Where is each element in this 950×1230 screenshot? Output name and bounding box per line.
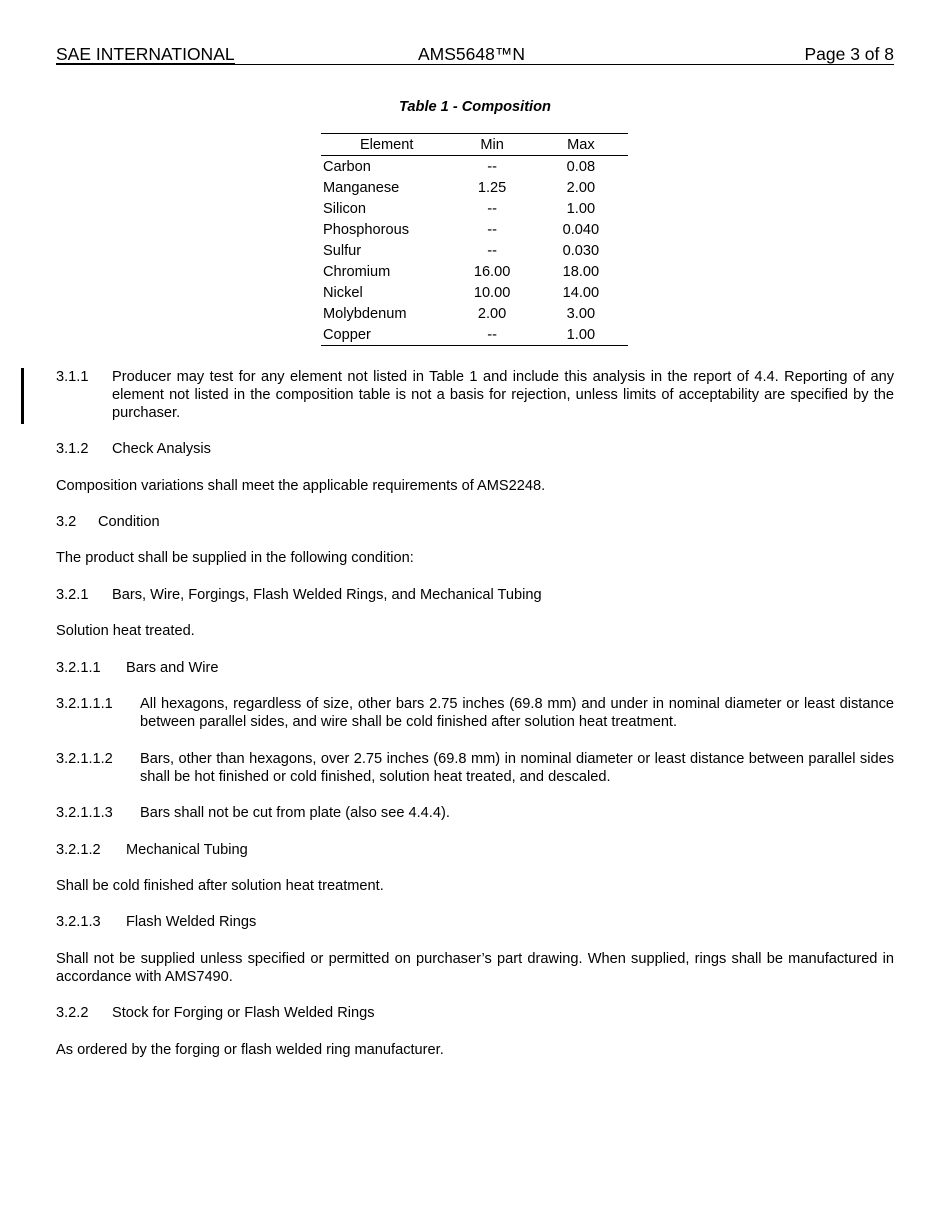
section-title: Stock for Forging or Flash Welded Rings: [112, 1005, 375, 1021]
section-3-2-1-1-heading: [56, 659, 894, 677]
section-text: Bars, other than hexagons, over 2.75 inches (69.8 mm) in nominal diameter or least distance between parallel sides shall be hot finished or cold finished, solution heat treated, and descaled.: [140, 751, 894, 785]
section-3-2-heading: [56, 513, 894, 531]
section-3-1-1: [56, 368, 894, 422]
page-header: [56, 44, 894, 65]
table-row: [321, 198, 628, 219]
cell-element: Chromium: [323, 263, 391, 280]
cell-element: Sulfur: [323, 242, 362, 259]
header-org: SAE INTERNATIONAL: [56, 44, 235, 64]
section-number: 3.2.2: [56, 1005, 89, 1021]
cell-min: --: [487, 200, 497, 217]
table-row: [321, 303, 628, 324]
section-number: 3.2.1: [56, 587, 89, 603]
column-header-max: Max: [534, 134, 628, 156]
cell-element: Silicon: [323, 200, 366, 217]
table-row: [321, 240, 628, 261]
section-number: 3.1.2: [56, 441, 89, 457]
section-number: 3.2.1.3: [56, 914, 101, 930]
cell-min: 2.00: [477, 305, 507, 322]
header-doc-number: AMS5648™N: [418, 44, 525, 64]
section-title: Check Analysis: [112, 441, 211, 457]
cell-min: 16.00: [473, 263, 511, 280]
table-header-row: [321, 134, 628, 156]
section-3-1-2-heading: [56, 440, 894, 458]
section-text: All hexagons, regardless of size, other bars 2.75 inches (69.8 mm) and under in nominal diameter or least distance between parallel sides, and wire shall be cold finished after solution heat treatment.: [140, 696, 894, 730]
column-header-min: Min: [450, 134, 533, 156]
section-3-2-1-1-1: [56, 695, 894, 731]
cell-max: 14.00: [562, 284, 600, 301]
section-number: 3.2.1.1.1: [56, 696, 113, 712]
cell-min: --: [450, 324, 533, 346]
revision-change-bar: [21, 368, 24, 424]
cell-max: 0.040: [562, 221, 600, 238]
table-row: [321, 177, 628, 198]
cell-max: 0.030: [562, 242, 600, 259]
section-title: Bars and Wire: [126, 660, 219, 676]
section-number: 3.2.1.1.3: [56, 805, 113, 821]
section-3-2-1-1-3: [56, 804, 894, 822]
cell-max: 3.00: [566, 305, 596, 322]
cell-max: 0.08: [566, 158, 596, 175]
cell-max: 18.00: [562, 263, 600, 280]
section-title: Mechanical Tubing: [126, 842, 248, 858]
section-text: Bars shall not be cut from plate (also see 4.4.4).: [140, 805, 450, 821]
cell-max: 2.00: [566, 179, 596, 196]
cell-max: 1.00: [566, 200, 596, 217]
section-3-2-1-2-heading: [56, 841, 894, 859]
column-header-element: Element: [321, 134, 450, 156]
section-3-2-2-heading: [56, 1004, 894, 1022]
section-3-2-2-body: As ordered by the forging or flash welded ring manufacturer.: [56, 1042, 444, 1058]
section-3-2-1-3-body: Shall not be supplied unless specified or permitted on purchaser’s part drawing. When supplied, rings shall be manufactured in accordance with AMS7490.: [56, 951, 894, 985]
section-text: Producer may test for any element not listed in Table 1 and include this analysis in the report of 4.4. Reporting of any element not listed in the composition table is not a basis for rejection, unless limits of acceptability are specified by the purchaser.: [112, 369, 894, 421]
section-3-2-1-1-2: [56, 750, 894, 786]
header-page-number: Page 3 of 8: [804, 44, 894, 64]
cell-min: 1.25: [477, 179, 507, 196]
cell-min: --: [487, 221, 497, 238]
cell-element: Manganese: [323, 179, 400, 196]
table-row: [321, 282, 628, 303]
section-3-2-1-body: Solution heat treated.: [56, 623, 195, 639]
table-title: Table 1 - Composition: [399, 99, 551, 115]
section-title: Condition: [98, 514, 160, 530]
table-row: [321, 261, 628, 282]
table-row: [321, 156, 628, 178]
section-3-1-2-body: Composition variations shall meet the applicable requirements of AMS2248.: [56, 478, 546, 494]
cell-element: Phosphorous: [323, 221, 410, 238]
cell-min: --: [487, 242, 497, 259]
cell-max: 1.00: [534, 324, 628, 346]
cell-element: Carbon: [323, 158, 371, 175]
table-row: [321, 219, 628, 240]
table-row: [321, 324, 628, 346]
section-number: 3.2: [56, 514, 77, 530]
section-number: 3.2.1.1: [56, 660, 101, 676]
section-number: 3.2.1.1.2: [56, 751, 113, 767]
section-3-2-body: The product shall be supplied in the following condition:: [56, 550, 414, 566]
cell-min: 10.00: [473, 284, 511, 301]
cell-element: Molybdenum: [323, 305, 407, 322]
section-title: Flash Welded Rings: [126, 914, 257, 930]
cell-min: --: [487, 158, 497, 175]
section-3-2-1-heading: [56, 586, 894, 604]
section-title: Bars, Wire, Forgings, Flash Welded Rings, and Mechanical Tubing: [112, 587, 542, 603]
cell-element: Nickel: [323, 284, 363, 301]
section-3-2-1-3-heading: [56, 913, 894, 931]
section-number: 3.1.1: [56, 369, 89, 385]
composition-table: [321, 133, 628, 346]
section-number: 3.2.1.2: [56, 842, 101, 858]
section-3-2-1-2-body: Shall be cold finished after solution heat treatment.: [56, 878, 384, 894]
cell-element: Copper: [321, 324, 450, 346]
